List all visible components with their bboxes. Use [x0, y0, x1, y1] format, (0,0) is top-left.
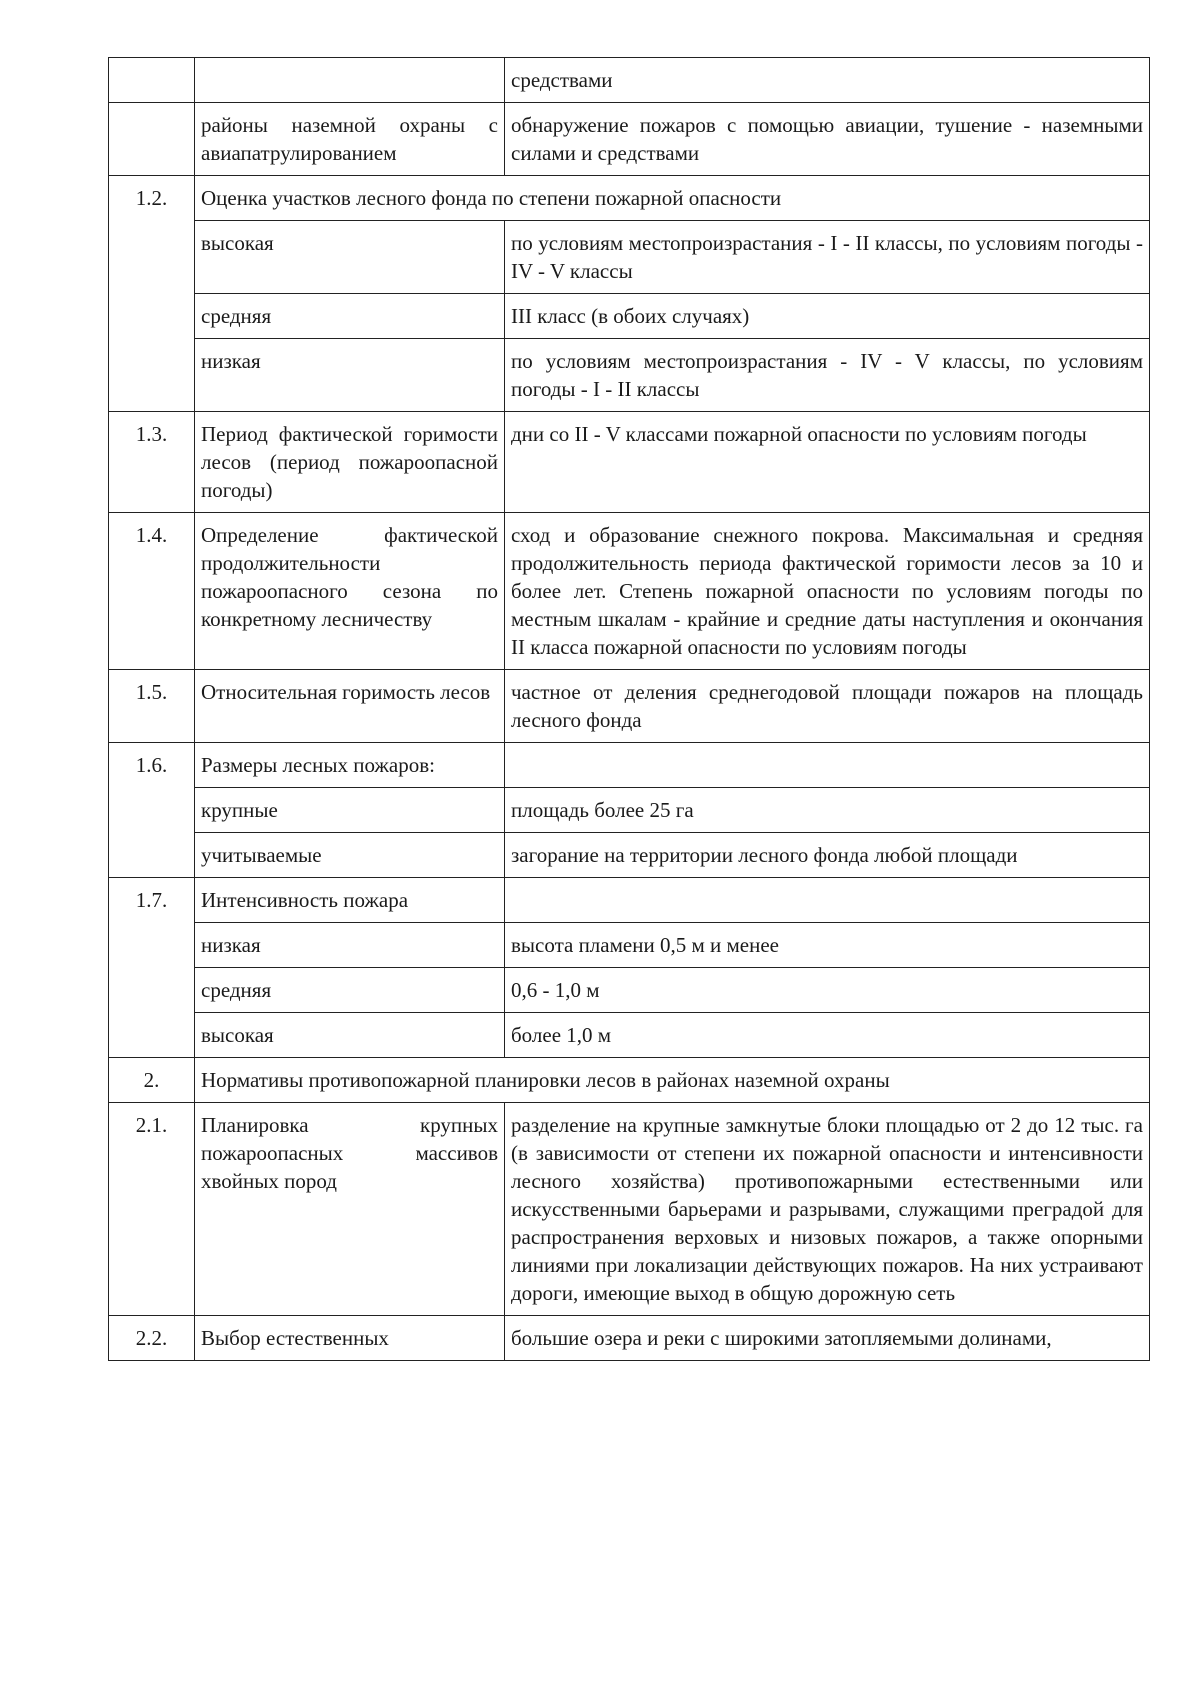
table-row [109, 1058, 1150, 1103]
row-term: Интенсивность пожара [195, 878, 505, 923]
table-row [109, 176, 1150, 221]
row-description: средствами [505, 58, 1150, 103]
row-term: средняя [195, 968, 505, 1013]
table-row [109, 1013, 1150, 1058]
table-row [109, 743, 1150, 788]
row-description: сход и образование снежного покрова. Максимальная и средняя продолжительность периода фактической горимости лесов за 10 и более лет. Степень пожарной опасности по условиям погоды по местным шкалам - крайние и средние даты наступления и окончания II класса пожарной опасности по условиям погоды [505, 513, 1150, 670]
row-number: 1.2. [109, 176, 195, 412]
table-row [109, 412, 1150, 513]
row-term: низкая [195, 923, 505, 968]
row-description: по условиям местопроизрастания - I - II классы, по условиям погоды - IV - V классы [505, 221, 1150, 294]
fire-regulations-table [108, 57, 1150, 1361]
row-description: 0,6 - 1,0 м [505, 968, 1150, 1013]
row-term: районы наземной охраны с авиапатрулированием [195, 103, 505, 176]
row-number: 1.3. [109, 412, 195, 513]
table-row [109, 58, 1150, 103]
row-number: 1.5. [109, 670, 195, 743]
row-number [109, 103, 195, 176]
table-row [109, 513, 1150, 670]
row-term: средняя [195, 294, 505, 339]
row-number: 2.1. [109, 1103, 195, 1316]
section-heading: Оценка участков лесного фонда по степени пожарной опасности [195, 176, 1150, 221]
table-row [109, 1316, 1150, 1361]
table-row [109, 670, 1150, 743]
table-row [109, 833, 1150, 878]
row-term: Планировка крупных пожароопасных массивов хвойных пород [195, 1103, 505, 1316]
row-description: частное от деления среднегодовой площади пожаров на площадь лесного фонда [505, 670, 1150, 743]
row-number: 2.2. [109, 1316, 195, 1361]
table-row [109, 788, 1150, 833]
row-term: Размеры лесных пожаров: [195, 743, 505, 788]
table-row [109, 221, 1150, 294]
table-row [109, 103, 1150, 176]
table-row [109, 923, 1150, 968]
row-number: 1.6. [109, 743, 195, 878]
table-row [109, 339, 1150, 412]
row-number: 2. [109, 1058, 195, 1103]
row-description: разделение на крупные замкнутые блоки площадью от 2 до 12 тыс. га (в зависимости от степени их пожарной опасности и интенсивности лесного хозяйства) противопожарными естественными или искусственными барьерами и разрывами, служащими преградой для распространения верховых и низовых пожаров, а также опорными линиями при локализации действующих пожаров. На них устраивают дороги, имеющие выход в общую дорожную сеть [505, 1103, 1150, 1316]
row-description: по условиям местопроизрастания - IV - V классы, по условиям погоды - I - II классы [505, 339, 1150, 412]
row-term: учитываемые [195, 833, 505, 878]
row-term [195, 58, 505, 103]
row-number: 1.4. [109, 513, 195, 670]
section-heading: Нормативы противопожарной планировки лесов в районах наземной охраны [195, 1058, 1150, 1103]
table-row [109, 294, 1150, 339]
row-term: Период фактической горимости лесов (период пожароопасной погоды) [195, 412, 505, 513]
row-description: большие озера и реки с широкими затопляемыми долинами, [505, 1316, 1150, 1361]
row-term: низкая [195, 339, 505, 412]
row-term: Определение фактической продолжительности пожароопасного сезона по конкретному лесничеству [195, 513, 505, 670]
row-term: крупные [195, 788, 505, 833]
row-description [505, 878, 1150, 923]
row-number [109, 58, 195, 103]
row-description: высота пламени 0,5 м и менее [505, 923, 1150, 968]
row-number: 1.7. [109, 878, 195, 1058]
row-description: III класс (в обоих случаях) [505, 294, 1150, 339]
row-description: площадь более 25 га [505, 788, 1150, 833]
row-term: высокая [195, 1013, 505, 1058]
row-term: Выбор естественных [195, 1316, 505, 1361]
row-term: Относительная горимость лесов [195, 670, 505, 743]
row-description: более 1,0 м [505, 1013, 1150, 1058]
row-description: обнаружение пожаров с помощью авиации, тушение - наземными силами и средствами [505, 103, 1150, 176]
row-description: дни со II - V классами пожарной опасности по условиям погоды [505, 412, 1150, 513]
table-row [109, 878, 1150, 923]
row-description: загорание на территории лесного фонда любой площади [505, 833, 1150, 878]
table-row [109, 1103, 1150, 1316]
row-term: высокая [195, 221, 505, 294]
table-row [109, 968, 1150, 1013]
row-description [505, 743, 1150, 788]
